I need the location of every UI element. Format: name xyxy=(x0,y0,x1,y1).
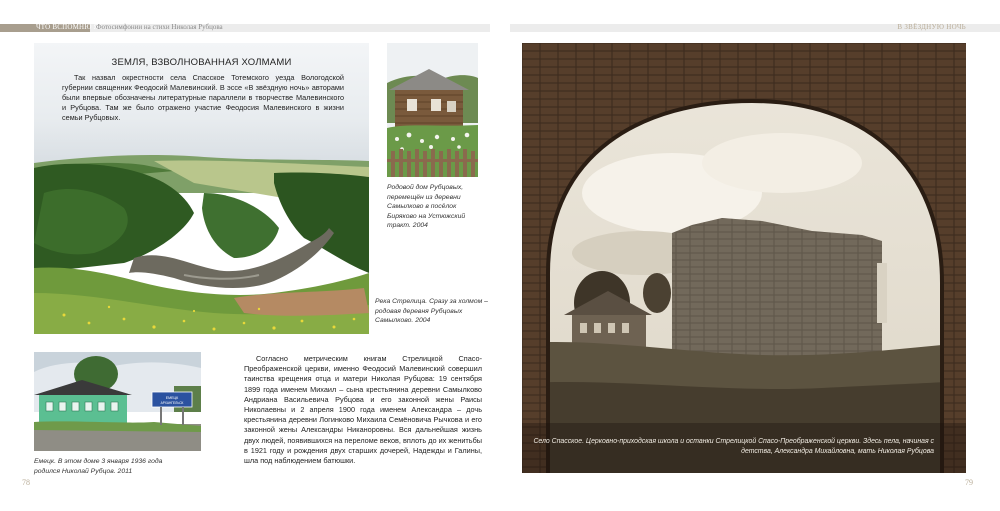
header-book-subtitle: Фотосимфонии на стихи Николая Рубцова xyxy=(96,23,223,31)
page-number-left: 78 xyxy=(22,478,30,487)
rubtsov-family-house-photo xyxy=(387,43,478,177)
body-paragraph-text: Согласно метрическим книгам Стрелицкой Спасо-Преображенской церкви, именно Феодосий Малевинский совершил таинства крещения отца и матери Николая Рубцова: 19 сентября 1899 года именем Михаил – сына крестьянина деревни Самылково Андриана Васильевича Рубцова и его законной жены Раисы Николаевны и 2 апреля 1900 года именем Александра – дочь крестьянина деревни Логинково Михаила Семёновича Рычкова и его законной жены Александры Никаноровны. Вся дальнейшая жизнь двух людей, появившихся на переломе веков, вплоть до их женитьбы в 1921 году и рождения двух старших дочерей, Надежды и Галины, шла под наблюдением батюшки. xyxy=(244,354,482,466)
yemetsk-birth-house-photo xyxy=(34,352,201,451)
church-arch-photo xyxy=(522,43,966,473)
header-section-title: ЧТО ВСПОМНЮ Я? xyxy=(36,23,102,31)
arch-photo-caption: Село Спасское. Церковно-приходская школа и останки Стрелицкой Спасо-Преображенской церкви. Здесь пела, начиная с детства, Александра Михайловна, мать Николая Рубцова xyxy=(533,438,934,456)
river-photo-caption: Река Стрелица. Сразу за холмом – родовая деревня Рубцовых Самылково. 2004 xyxy=(375,298,488,325)
yemetsk-photo-caption: Емецк. В этом доме 3 января 1936 года родился Николай Рубцов. 2011 xyxy=(34,458,163,475)
intro-paragraph xyxy=(62,73,344,123)
intro-paragraph-text: Так назвал окрестности села Спасское Тотемского уезда Вологодской губернии священник Феодосий Малевинский. В эссе «В звёздную ночь» авторами были впервые обозначены литературные параллели в творчестве Малевинского и Рубцова. Там же было отражено участие Феодосия Малевинского в жизни семьи Рубцовых. xyxy=(62,73,344,123)
house-photo-caption: Родовой дом Рубцовых, перемещён из деревни Самылково в посёлок Биряково на Устюжский тракт. 2004 xyxy=(387,184,466,230)
body-paragraph xyxy=(244,354,482,466)
intro-heading: ЗЕМЛЯ, ВЗВОЛНОВАННАЯ ХОЛМАМИ xyxy=(111,57,292,68)
header-chapter-title: В ЗВЁЗДНУЮ НОЧЬ xyxy=(897,23,966,31)
road-sign-line1: ЕМЕЦК xyxy=(165,396,179,400)
page-number-right: 79 xyxy=(965,478,973,487)
road-sign-line2: АРХАНГЕЛЬСК xyxy=(160,401,184,405)
